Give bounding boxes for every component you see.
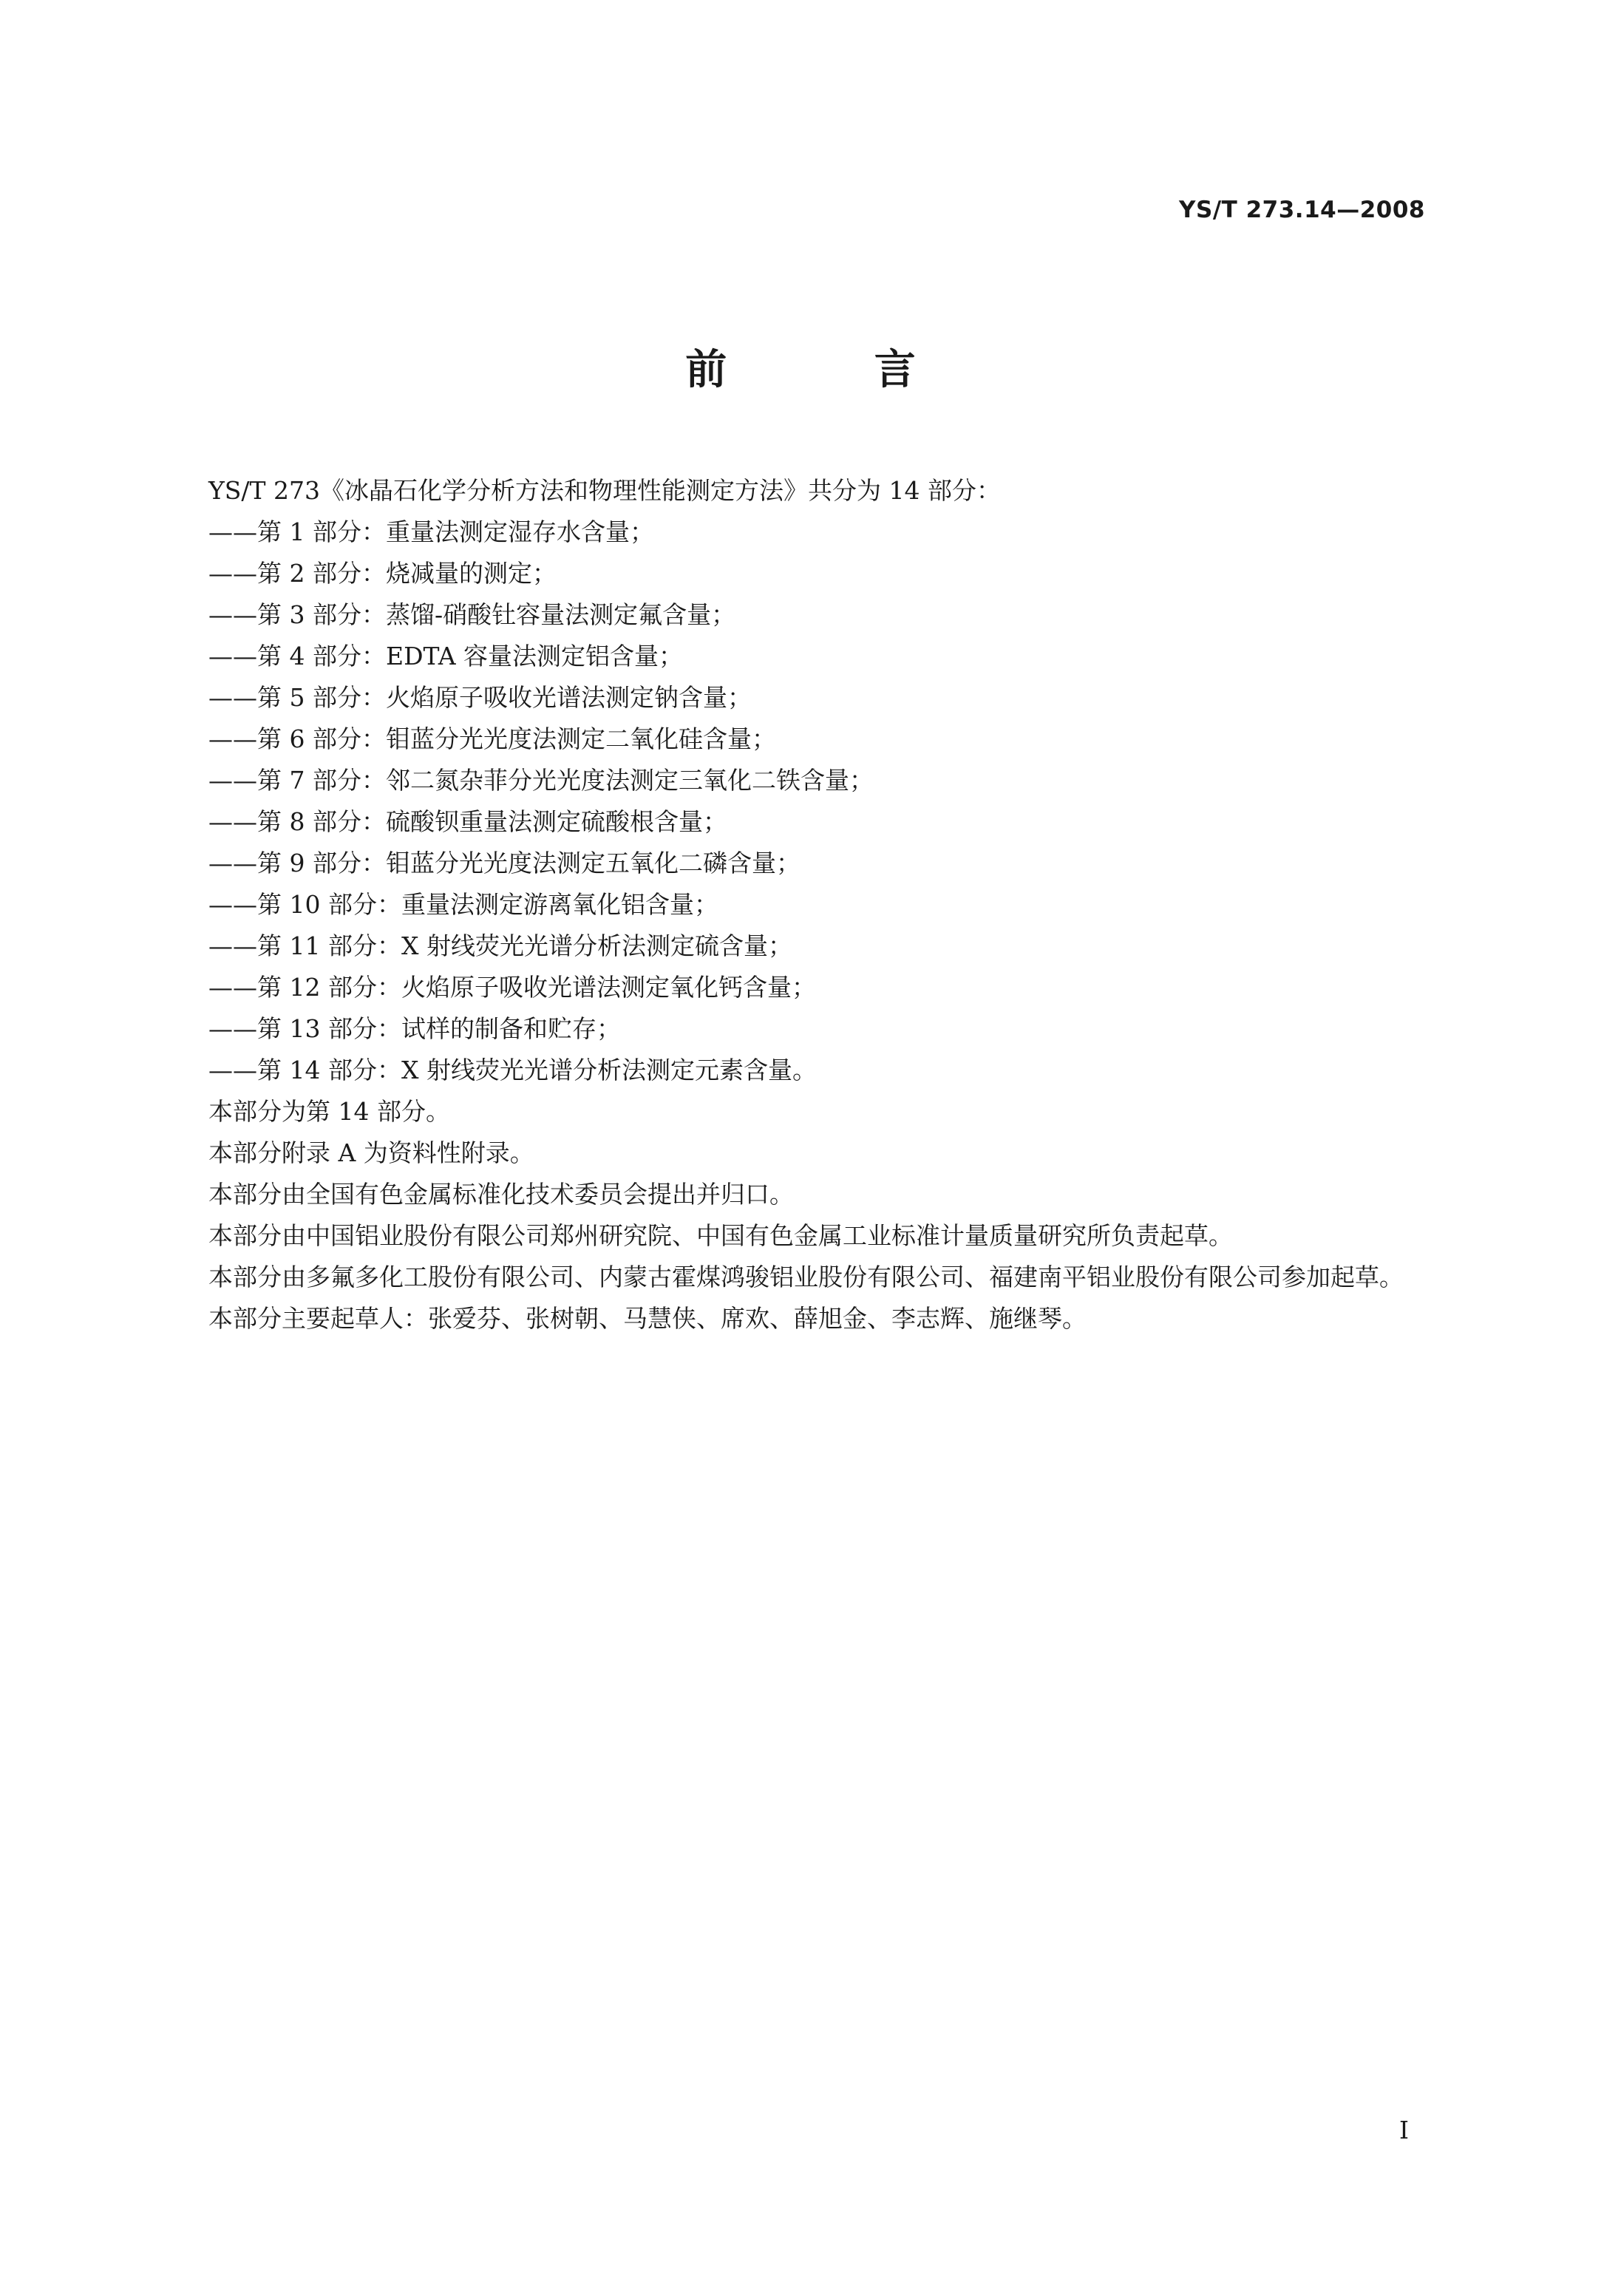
list-item: ——第 8 部分：硫酸钡重量法测定硫酸根含量； (208, 807, 727, 836)
page-title: 前 言 (685, 346, 982, 394)
list-item: ——第 5 部分：火焰原子吸收光谱法测定钠含量； (208, 683, 752, 712)
page-number: I (1398, 2116, 1409, 2144)
list-item: ——第 10 部分：重量法测定游离氧化铝含量； (208, 890, 718, 919)
list-item: ——第 13 部分：试样的制备和贮存； (208, 1014, 621, 1043)
statement-paragraph: 本部分由中国铝业股份有限公司郑州研究院、中国有色金属工业标准计量质量研究所负责起草。 (208, 1221, 1233, 1250)
list-item: ——第 7 部分：邻二氮杂菲分光光度法测定三氧化二铁含量； (208, 766, 874, 795)
statement-paragraph: 本部分主要起草人：张爱芬、张树朝、马慧侠、席欢、薛旭金、李志辉、施继琴。 (208, 1304, 1087, 1333)
statement-paragraph: 本部分为第 14 部分。 (208, 1097, 450, 1126)
list-item: ——第 12 部分：火焰原子吸收光谱法测定氧化钙含量； (208, 973, 816, 1002)
list-item: ——第 3 部分：蒸馏-硝酸钍容量法测定氟含量； (208, 600, 736, 629)
list-item: ——第 2 部分：烧减量的测定； (208, 559, 557, 588)
list-item: ——第 4 部分：EDTA 容量法测定铝含量； (208, 642, 684, 670)
statement-paragraph: 本部分由多氟多化工股份有限公司、内蒙古霍煤鸿骏铝业股份有限公司、福建南平铝业股份有限公司参加起草。 (208, 1263, 1404, 1291)
standard-code: YS/T 273.14—2008 (1179, 197, 1425, 223)
foreword-body (160, 470, 1428, 1339)
list-item: ——第 9 部分：钼蓝分光光度法测定五氧化二磷含量； (208, 849, 800, 877)
list-item: ——第 6 部分：钼蓝分光光度法测定二氧化硅含量； (208, 724, 776, 753)
statement-paragraph: 本部分由全国有色金属标准化技术委员会提出并归口。 (208, 1180, 794, 1209)
list-item: ——第 11 部分：X 射线荧光光谱分析法测定硫含量； (208, 931, 792, 960)
list-item: ——第 1 部分：重量法测定湿存水含量； (208, 517, 654, 546)
statement-paragraph: 本部分附录 A 为资料性附录。 (208, 1138, 534, 1167)
intro-paragraph: YS/T 273《冰晶石化学分析方法和物理性能测定方法》共分为 14 部分： (208, 476, 1001, 505)
parts-list (160, 512, 1428, 1091)
list-item: ——第 14 部分：X 射线荧光光谱分析法测定元素含量。 (208, 1056, 817, 1084)
